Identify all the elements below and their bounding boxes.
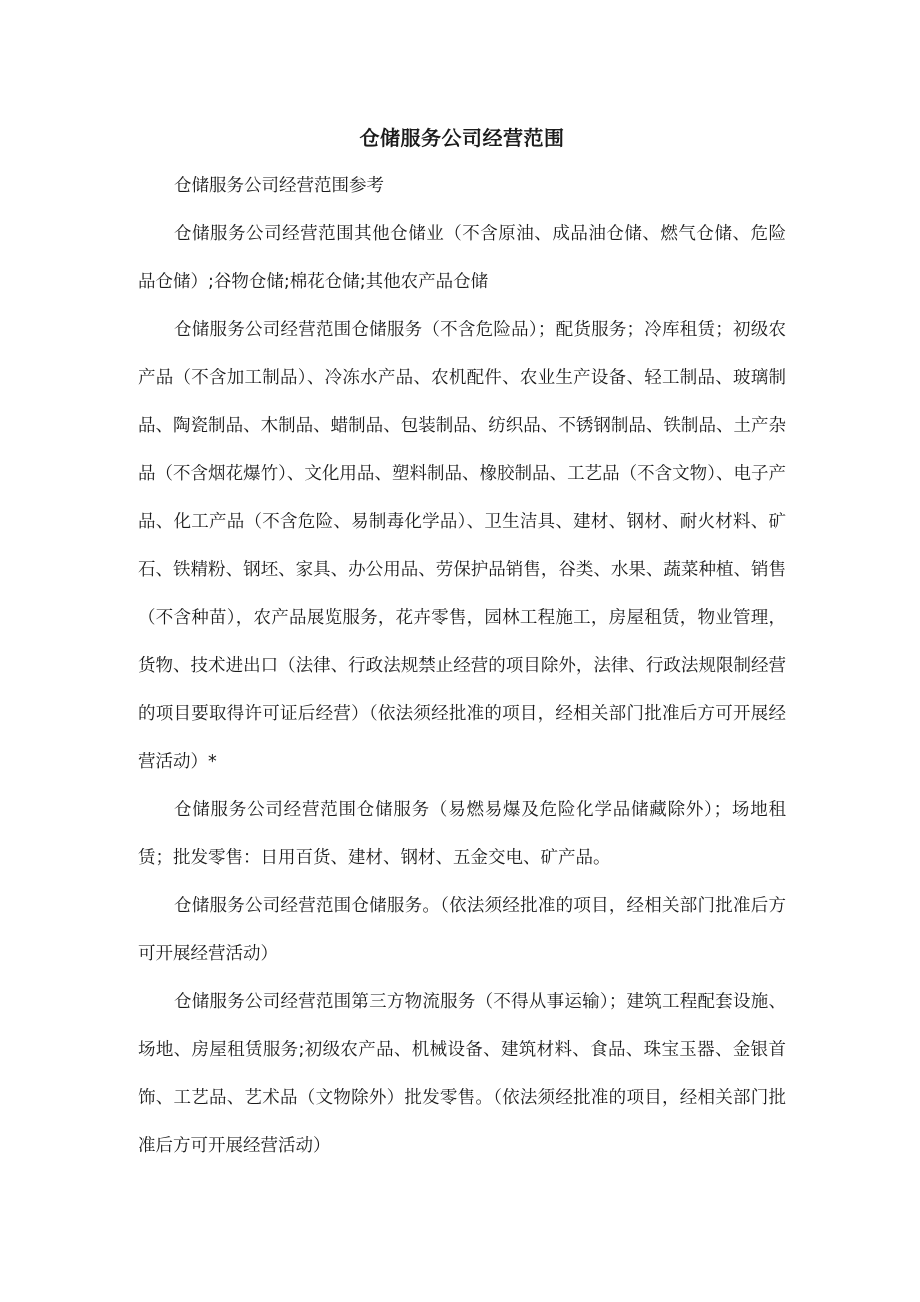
document-page xyxy=(138,118,786,1170)
paragraph-storage-flammable-excluded: 仓储服务公司经营范围仓储服务（易燃易爆及危险化学品储藏除外）；场地租赁；批发零售：日用百货、建材、钢材、五金交电、矿产品。 xyxy=(138,800,786,868)
document-title: 仓储服务公司经营范围 xyxy=(359,126,565,150)
paragraph-storage-services-full: 仓储服务公司经营范围仓储服务（不含危险品）；配货服务；冷库租赁；初级农产品（不含加工制品）、冷冻水产品、农机配件、农业生产设备、轻工制品、玻璃制品、陶瓷制品、木制品、蜡制品、包装制品、纺织品、不锈钢制品、铁制品、土产杂品（不含烟花爆竹）、文化用品、塑料制品、橡胶制品、工艺品（不含文物）、电子产品、化工产品（不含危险、易制毒化学品）、卫生洁具、建材、钢材、耐火材料、矿石、铁精粉、钢坯、家具、办公用品、劳保护品销售，谷类、水果、蔬菜种植、销售（不含种苗），农产品展览服务，花卉零售，园林工程施工，房屋租赁，物业管理，货物、技术进出口（法律、行政法规禁止经营的项目除外，法律、行政法规限制经营的项目要取得许可证后经营）（依法须经批准的项目，经相关部门批准后方可开展经营活动）* xyxy=(138,320,786,772)
paragraph-storage-services-short: 仓储服务公司经营范围仓储服务。（依法须经批准的项目，经相关部门批准后方可开展经营活动） xyxy=(138,896,786,964)
paragraph-other-storage: 仓储服务公司经营范围其他仓储业（不含原油、成品油仓储、燃气仓储、危险品仓储）;谷物仓储;棉花仓储;其他农产品仓储 xyxy=(138,224,786,292)
paragraph-reference: 仓储服务公司经营范围参考 xyxy=(174,176,384,196)
paragraph-third-party-logistics: 仓储服务公司经营范围第三方物流服务（不得从事运输）；建筑工程配套设施、场地、房屋租赁服务;初级农产品、机械设备、建筑材料、食品、珠宝玉器、金银首饰、工艺品、艺术品（文物除外）批发零售。（依法须经批准的项目，经相关部门批准后方可开展经营活动） xyxy=(138,992,786,1156)
